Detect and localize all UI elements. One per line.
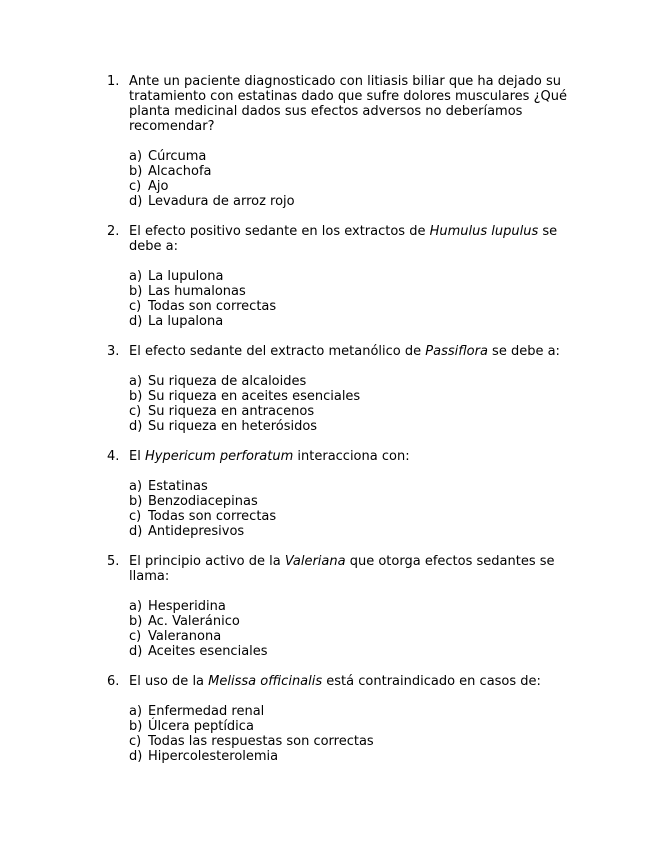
option-letter: d) bbox=[129, 194, 143, 209]
species-name: Hypericum perforatum bbox=[144, 449, 294, 464]
option-b bbox=[129, 389, 577, 404]
question-text-part: Ante un paciente diagnosticado con litiasis biliar que ha dejado su tratamiento con estatinas dado que sufre dolores musculares ¿Qué planta medicinal dados sus efectos adversos no deberíamos recomendar? bbox=[129, 74, 567, 134]
question-text-part: que otorga efectos sedantes se llama: bbox=[129, 554, 555, 584]
option-d bbox=[129, 194, 577, 209]
option-text: Todas las respuestas son correctas bbox=[148, 734, 374, 749]
option-a bbox=[129, 374, 577, 389]
option-text: Valeranona bbox=[148, 629, 222, 644]
species-name: Humulus lupulus bbox=[429, 224, 539, 239]
option-letter: a) bbox=[129, 599, 143, 614]
option-text: Hipercolesterolemia bbox=[148, 749, 279, 764]
option-b bbox=[129, 164, 577, 179]
option-text: Aceites esenciales bbox=[148, 644, 268, 659]
question-text-part: El bbox=[129, 449, 145, 464]
question-number: 4. bbox=[107, 449, 120, 464]
option-letter: b) bbox=[129, 614, 143, 629]
option-letter: c) bbox=[129, 629, 142, 644]
option-letter: a) bbox=[129, 269, 143, 284]
option-text: Su riqueza en aceites esenciales bbox=[148, 389, 361, 404]
option-text: La lupalona bbox=[148, 314, 224, 329]
option-letter: b) bbox=[129, 719, 143, 734]
question-text-part: se debe a: bbox=[129, 224, 558, 254]
option-b bbox=[129, 614, 577, 629]
question-text-part: El efecto positivo sedante en los extractos de bbox=[129, 224, 430, 239]
question-number: 1. bbox=[107, 74, 120, 89]
option-text: Benzodiacepinas bbox=[148, 494, 258, 509]
option-letter: b) bbox=[129, 284, 143, 299]
option-text: Ac. Valeránico bbox=[148, 614, 240, 629]
question-4 bbox=[107, 449, 577, 539]
question-number: 3. bbox=[107, 344, 120, 359]
option-list bbox=[129, 269, 577, 329]
species-name: Valeriana bbox=[284, 554, 346, 569]
option-list bbox=[129, 479, 577, 539]
option-a bbox=[129, 704, 577, 719]
option-d bbox=[129, 524, 577, 539]
option-letter: b) bbox=[129, 494, 143, 509]
option-a bbox=[129, 479, 577, 494]
option-letter: d) bbox=[129, 749, 143, 764]
option-b bbox=[129, 494, 577, 509]
question-6 bbox=[107, 674, 577, 764]
question-list bbox=[107, 74, 577, 779]
option-letter: a) bbox=[129, 704, 143, 719]
question-text bbox=[129, 554, 577, 584]
option-letter: c) bbox=[129, 179, 142, 194]
option-text: Hesperidina bbox=[148, 599, 226, 614]
option-c bbox=[129, 179, 577, 194]
option-list bbox=[129, 149, 577, 209]
option-c bbox=[129, 509, 577, 524]
option-c bbox=[129, 299, 577, 314]
question-number: 5. bbox=[107, 554, 120, 569]
option-letter: c) bbox=[129, 404, 142, 419]
option-list bbox=[129, 704, 577, 764]
option-text: Ajo bbox=[148, 179, 169, 194]
option-letter: b) bbox=[129, 389, 143, 404]
option-text: Su riqueza en heterósidos bbox=[148, 419, 318, 434]
question-number: 2. bbox=[107, 224, 120, 239]
question-text-part: interacciona con: bbox=[293, 449, 410, 464]
option-text: Antidepresivos bbox=[148, 524, 245, 539]
option-a bbox=[129, 599, 577, 614]
question-text-part: El uso de la bbox=[129, 674, 209, 689]
option-letter: b) bbox=[129, 164, 143, 179]
option-letter: a) bbox=[129, 479, 143, 494]
option-text: Cúrcuma bbox=[148, 149, 207, 164]
question-text bbox=[129, 74, 577, 134]
option-letter: d) bbox=[129, 314, 143, 329]
question-text bbox=[129, 674, 577, 689]
species-name: Melissa officinalis bbox=[208, 674, 323, 689]
option-letter: a) bbox=[129, 374, 143, 389]
question-text bbox=[129, 449, 577, 464]
question-text bbox=[129, 344, 577, 359]
option-list bbox=[129, 599, 577, 659]
option-d bbox=[129, 314, 577, 329]
option-text: Las humalonas bbox=[148, 284, 246, 299]
option-text: Todas son correctas bbox=[148, 299, 277, 314]
option-letter: d) bbox=[129, 644, 143, 659]
option-letter: d) bbox=[129, 524, 143, 539]
option-list bbox=[129, 374, 577, 434]
option-text: Estatinas bbox=[148, 479, 208, 494]
question-text-part: El efecto sedante del extracto metanólico de bbox=[129, 344, 426, 359]
option-letter: c) bbox=[129, 299, 142, 314]
option-text: Alcachofa bbox=[148, 164, 212, 179]
question-3 bbox=[107, 344, 577, 434]
question-2 bbox=[107, 224, 577, 329]
option-c bbox=[129, 404, 577, 419]
option-d bbox=[129, 749, 577, 764]
option-a bbox=[129, 149, 577, 164]
question-text-part: El principio activo de la bbox=[129, 554, 285, 569]
option-d bbox=[129, 644, 577, 659]
question-text-part: está contraindicado en casos de: bbox=[322, 674, 541, 689]
option-text: Úlcera peptídica bbox=[148, 719, 254, 734]
option-b bbox=[129, 284, 577, 299]
option-letter: a) bbox=[129, 149, 143, 164]
question-number: 6. bbox=[107, 674, 120, 689]
option-letter: c) bbox=[129, 734, 142, 749]
question-text-part: se debe a: bbox=[487, 344, 560, 359]
option-c bbox=[129, 734, 577, 749]
option-text: Todas son correctas bbox=[148, 509, 277, 524]
option-a bbox=[129, 269, 577, 284]
option-letter: d) bbox=[129, 419, 143, 434]
option-text: Su riqueza en antracenos bbox=[148, 404, 315, 419]
question-text bbox=[129, 224, 577, 254]
option-text: Levadura de arroz rojo bbox=[148, 194, 295, 209]
question-5 bbox=[107, 554, 577, 659]
option-text: Su riqueza de alcaloides bbox=[148, 374, 307, 389]
option-letter: c) bbox=[129, 509, 142, 524]
option-text: La lupulona bbox=[148, 269, 224, 284]
species-name: Passiflora bbox=[425, 344, 488, 359]
option-d bbox=[129, 419, 577, 434]
question-1 bbox=[107, 74, 577, 209]
option-c bbox=[129, 629, 577, 644]
option-b bbox=[129, 719, 577, 734]
option-text: Enfermedad renal bbox=[148, 704, 265, 719]
